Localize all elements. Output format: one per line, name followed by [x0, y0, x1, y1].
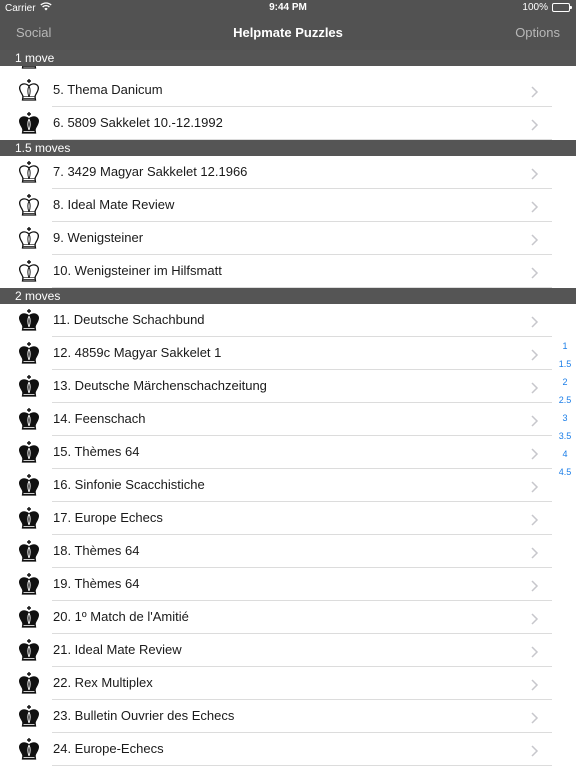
row-label: 11. Deutsche Schachbund: [53, 312, 205, 327]
black-king-icon: [16, 506, 42, 531]
table-row[interactable]: [0, 189, 576, 222]
black-king-icon: [16, 374, 42, 399]
table-row[interactable]: [0, 107, 576, 140]
section-index-bar[interactable]: [554, 337, 576, 481]
puzzle-list[interactable]: [0, 50, 576, 768]
section-header-1-5-moves: 1.5 moves: [0, 140, 576, 156]
index-item[interactable]: 2.5: [558, 395, 572, 405]
black-king-icon: [16, 539, 42, 564]
black-king-icon: [16, 737, 42, 762]
index-item[interactable]: 1: [562, 341, 568, 351]
white-king-icon: [16, 160, 42, 185]
chevron-right-icon: [530, 200, 540, 212]
row-label: 5. Thema Danicum: [53, 82, 163, 97]
index-item[interactable]: 1.5: [558, 359, 572, 369]
section-header-2-moves: 2 moves: [0, 288, 576, 304]
table-row[interactable]: [0, 436, 576, 469]
options-button[interactable]: Options: [515, 25, 560, 40]
row-label: 14. Feenschach: [53, 411, 146, 426]
table-row[interactable]: [0, 74, 576, 107]
index-item[interactable]: 4.5: [558, 467, 572, 477]
row-label: 13. Deutsche Märchenschachzeitung: [53, 378, 267, 393]
table-row[interactable]: [0, 304, 576, 337]
table-row[interactable]: [0, 667, 576, 700]
row-label: 20. 1º Match de l'Amitié: [53, 609, 189, 624]
row-label: 10. Wenigsteiner im Hilfsmatt: [53, 263, 222, 278]
black-king-icon: [16, 407, 42, 432]
row-label: 16. Sinfonie Scacchistiche: [53, 477, 205, 492]
index-item[interactable]: 3: [562, 413, 568, 423]
row-label: 7. 3429 Magyar Sakkelet 12.1966: [53, 164, 248, 179]
row-label: 23. Bulletin Ouvrier des Echecs: [53, 708, 235, 723]
row-separator: [52, 765, 552, 766]
index-item[interactable]: 3.5: [558, 431, 572, 441]
chevron-right-icon: [530, 480, 540, 492]
black-king-icon: [16, 341, 42, 366]
black-king-icon: [16, 572, 42, 597]
table-row[interactable]: [0, 337, 576, 370]
chevron-right-icon: [530, 348, 540, 360]
chevron-right-icon: [530, 612, 540, 624]
index-item[interactable]: 2: [562, 377, 568, 387]
table-row[interactable]: [0, 502, 576, 535]
table-row[interactable]: [0, 403, 576, 436]
chevron-right-icon: [530, 118, 540, 130]
table-row[interactable]: [0, 535, 576, 568]
chevron-right-icon: [530, 447, 540, 459]
row-label: 21. Ideal Mate Review: [53, 642, 182, 657]
row-label: 22. Rex Multiplex: [53, 675, 153, 690]
table-row[interactable]: [0, 469, 576, 502]
chevron-right-icon: [530, 711, 540, 723]
black-king-icon: [16, 638, 42, 663]
table-row[interactable]: [0, 733, 576, 766]
chevron-right-icon: [530, 579, 540, 591]
chevron-right-icon: [530, 414, 540, 426]
chevron-right-icon: [530, 233, 540, 245]
chevron-right-icon: [530, 678, 540, 690]
row-label: 12. 4859c Magyar Sakkelet 1: [53, 345, 222, 360]
table-row[interactable]: [0, 568, 576, 601]
chevron-right-icon: [530, 546, 540, 558]
table-row[interactable]: [0, 255, 576, 288]
row-label: 17. Europe Echecs: [53, 510, 163, 525]
table-row[interactable]: [0, 370, 576, 403]
section-header-1-move: 1 move: [0, 50, 576, 66]
black-king-icon: [16, 308, 42, 333]
row-label: 8. Ideal Mate Review: [53, 197, 175, 212]
status-time: 9:44 PM: [269, 2, 307, 13]
chevron-right-icon: [530, 645, 540, 657]
row-label: 18. Thèmes 64: [53, 543, 140, 558]
row-label: 24. Europe-Echecs: [53, 741, 164, 756]
chevron-right-icon: [530, 513, 540, 525]
page-title: Helpmate Puzzles: [233, 25, 343, 40]
white-king-icon: [16, 193, 42, 218]
navigation-bar: [0, 16, 576, 50]
black-king-icon: [16, 704, 42, 729]
row-label: 19. Thèmes 64: [53, 576, 140, 591]
black-king-icon: [16, 111, 42, 136]
black-king-icon: [16, 671, 42, 696]
status-bar: [0, 0, 576, 16]
battery-icon: [552, 3, 570, 12]
row-label: 15. Thèmes 64: [53, 444, 140, 459]
row-label: 6. 5809 Sakkelet 10.-12.1992: [53, 115, 223, 130]
social-button[interactable]: Social: [16, 25, 52, 40]
chevron-right-icon: [530, 381, 540, 393]
black-king-icon: [16, 473, 42, 498]
white-king-icon: [16, 259, 42, 284]
chevron-right-icon: [530, 744, 540, 756]
status-right: [522, 2, 570, 13]
chevron-right-icon: [530, 266, 540, 278]
table-row[interactable]: [0, 700, 576, 733]
carrier-label: Carrier: [5, 2, 36, 14]
battery-percent: 100%: [522, 2, 548, 13]
white-king-icon: [16, 78, 42, 103]
chevron-right-icon: [530, 315, 540, 327]
table-row[interactable]: [0, 601, 576, 634]
chevron-right-icon: [530, 167, 540, 179]
chevron-right-icon: [530, 85, 540, 97]
table-row[interactable]: [0, 634, 576, 667]
table-row[interactable]: [0, 222, 576, 255]
black-king-icon: [16, 605, 42, 630]
black-king-icon: [16, 440, 42, 465]
table-row[interactable]: [0, 156, 576, 189]
index-item[interactable]: 4: [562, 449, 568, 459]
row-label: 9. Wenigsteiner: [53, 230, 144, 245]
white-king-icon: [16, 226, 42, 251]
